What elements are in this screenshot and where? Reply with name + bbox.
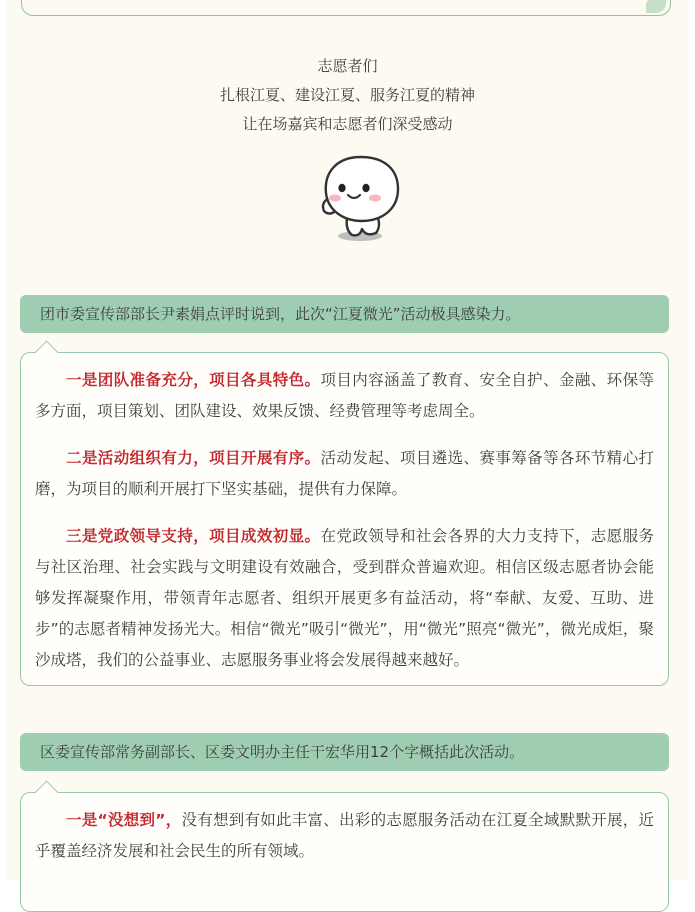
paragraph-text: 没有想到有如此丰富、出彩的志愿服务活动在江夏全域默默开展，近乎覆盖经济发展和社会民生的所有领域。	[35, 811, 654, 860]
article-page	[7, 0, 688, 880]
card-pointer	[34, 780, 58, 804]
previous-content-box	[21, 0, 671, 16]
card-paragraph	[35, 805, 654, 867]
paragraph-highlight: 一是团队准备充分，项目各具特色。	[66, 371, 321, 389]
cute-dumpling-sticker-icon	[318, 153, 404, 243]
intro-text	[7, 52, 688, 139]
intro-line: 扎根江夏、建设江夏、服务江夏的精神	[219, 86, 475, 104]
leaf-decoration-icon	[646, 0, 666, 13]
paragraph-text: 活动发起、项目遴选、赛事筹备等各环节精心打磨，为项目的顺利开展打下坚实基础，提供有力保障。	[35, 449, 654, 498]
card-paragraph	[35, 443, 654, 505]
section-card-1	[20, 352, 669, 686]
card-paragraph	[35, 521, 654, 676]
card-pointer	[34, 340, 58, 364]
card-paragraph	[35, 365, 654, 427]
paragraph-text: 项目内容涵盖了教育、安全自护、金融、环保等多方面，项目策划、团队建设、效果反馈、经费管理等考虑周全。	[35, 371, 654, 420]
section-banner-2: 区委宣传部常务副部长、区委文明办主任干宏华用12个字概括此次活动。	[20, 733, 669, 771]
paragraph-highlight: 三是党政领导支持，项目成效初显。	[66, 527, 321, 545]
paragraph-text: 在党政领导和社会各界的大力支持下，志愿服务与社区治理、社会实践与文明建设有效融合，受到群众普遍欢迎。相信区级志愿者协会能够发挥凝聚作用，带领青年志愿者、组织开展更多有益活动，将“奉献、友爱、互助、进步”的志愿者精神发扬光大。相信“微光”吸引“微光”，用“微光”照亮“微光”，微光成炬，聚沙成塔，我们的公益事业、志愿服务事业将会发展得越来越好。	[35, 527, 654, 669]
intro-line: 志愿者们	[317, 57, 378, 75]
paragraph-highlight: 一是“没想到”，	[66, 811, 182, 829]
paragraph-highlight: 二是活动组织有力，项目开展有序。	[66, 449, 321, 467]
section-banner-1: 团市委宣传部部长尹素娟点评时说到，此次“江夏微光”活动极具感染力。	[20, 295, 669, 333]
intro-line: 让在场嘉宾和志愿者们深受感动	[242, 115, 453, 133]
section-card-2	[20, 792, 669, 912]
